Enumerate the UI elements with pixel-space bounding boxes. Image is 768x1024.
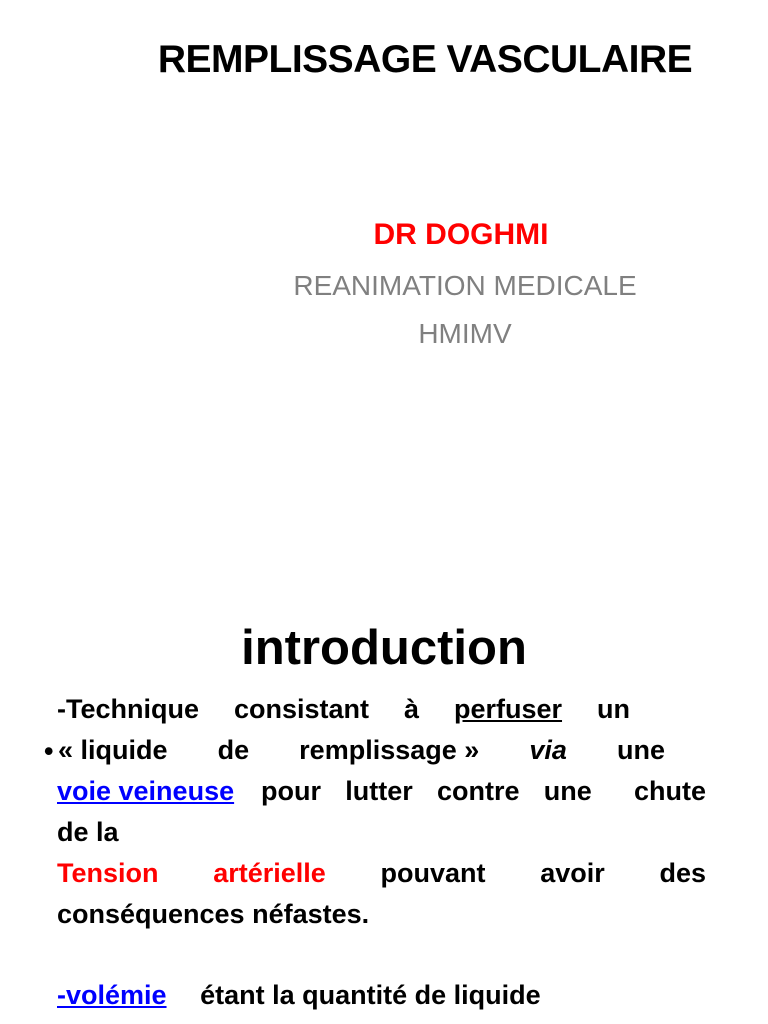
word: avoir (540, 858, 605, 888)
word: « liquide (58, 735, 168, 765)
text-line-7 (57, 980, 541, 1011)
volemie-link[interactable]: -volémie (57, 980, 167, 1010)
text-line-4: de la (57, 817, 119, 847)
bullet-icon: • (44, 736, 54, 766)
line-7-text: étant la quantité de liquide (200, 980, 541, 1010)
text-line-5 (57, 858, 706, 889)
voie-veineuse-link[interactable]: voie veineuse (57, 776, 235, 806)
word: pour (261, 776, 321, 806)
text-line-6: conséquences néfastes. (57, 899, 370, 929)
word: contre (436, 776, 520, 806)
word: des (659, 858, 706, 888)
word: une (543, 776, 592, 806)
section-heading: introduction (241, 621, 527, 675)
institution-label: HMIMV (418, 318, 512, 349)
text-line-3 (57, 776, 234, 807)
word: lutter (345, 776, 413, 806)
word: à (403, 694, 420, 724)
italic-word: via (529, 735, 567, 765)
word: une (616, 735, 665, 765)
word: un (597, 694, 630, 724)
red-word: Tension (57, 858, 159, 888)
text-line-3-rest (261, 776, 706, 807)
author-name: DR DOGHMI (373, 218, 549, 251)
text-line-1 (57, 694, 630, 725)
word: de (217, 735, 250, 765)
word: chute (633, 776, 706, 806)
red-word: artérielle (213, 858, 326, 888)
department-label: REANIMATION MEDICALE (293, 270, 637, 301)
word: remplissage » (299, 735, 480, 765)
slide-title: REMPLISSAGE VASCULAIRE (157, 38, 693, 81)
word: -Technique (57, 694, 200, 724)
word: consistant (233, 694, 370, 724)
underlined-word: perfuser (453, 694, 563, 724)
text-line-2 (58, 735, 665, 766)
word: pouvant (380, 858, 486, 888)
